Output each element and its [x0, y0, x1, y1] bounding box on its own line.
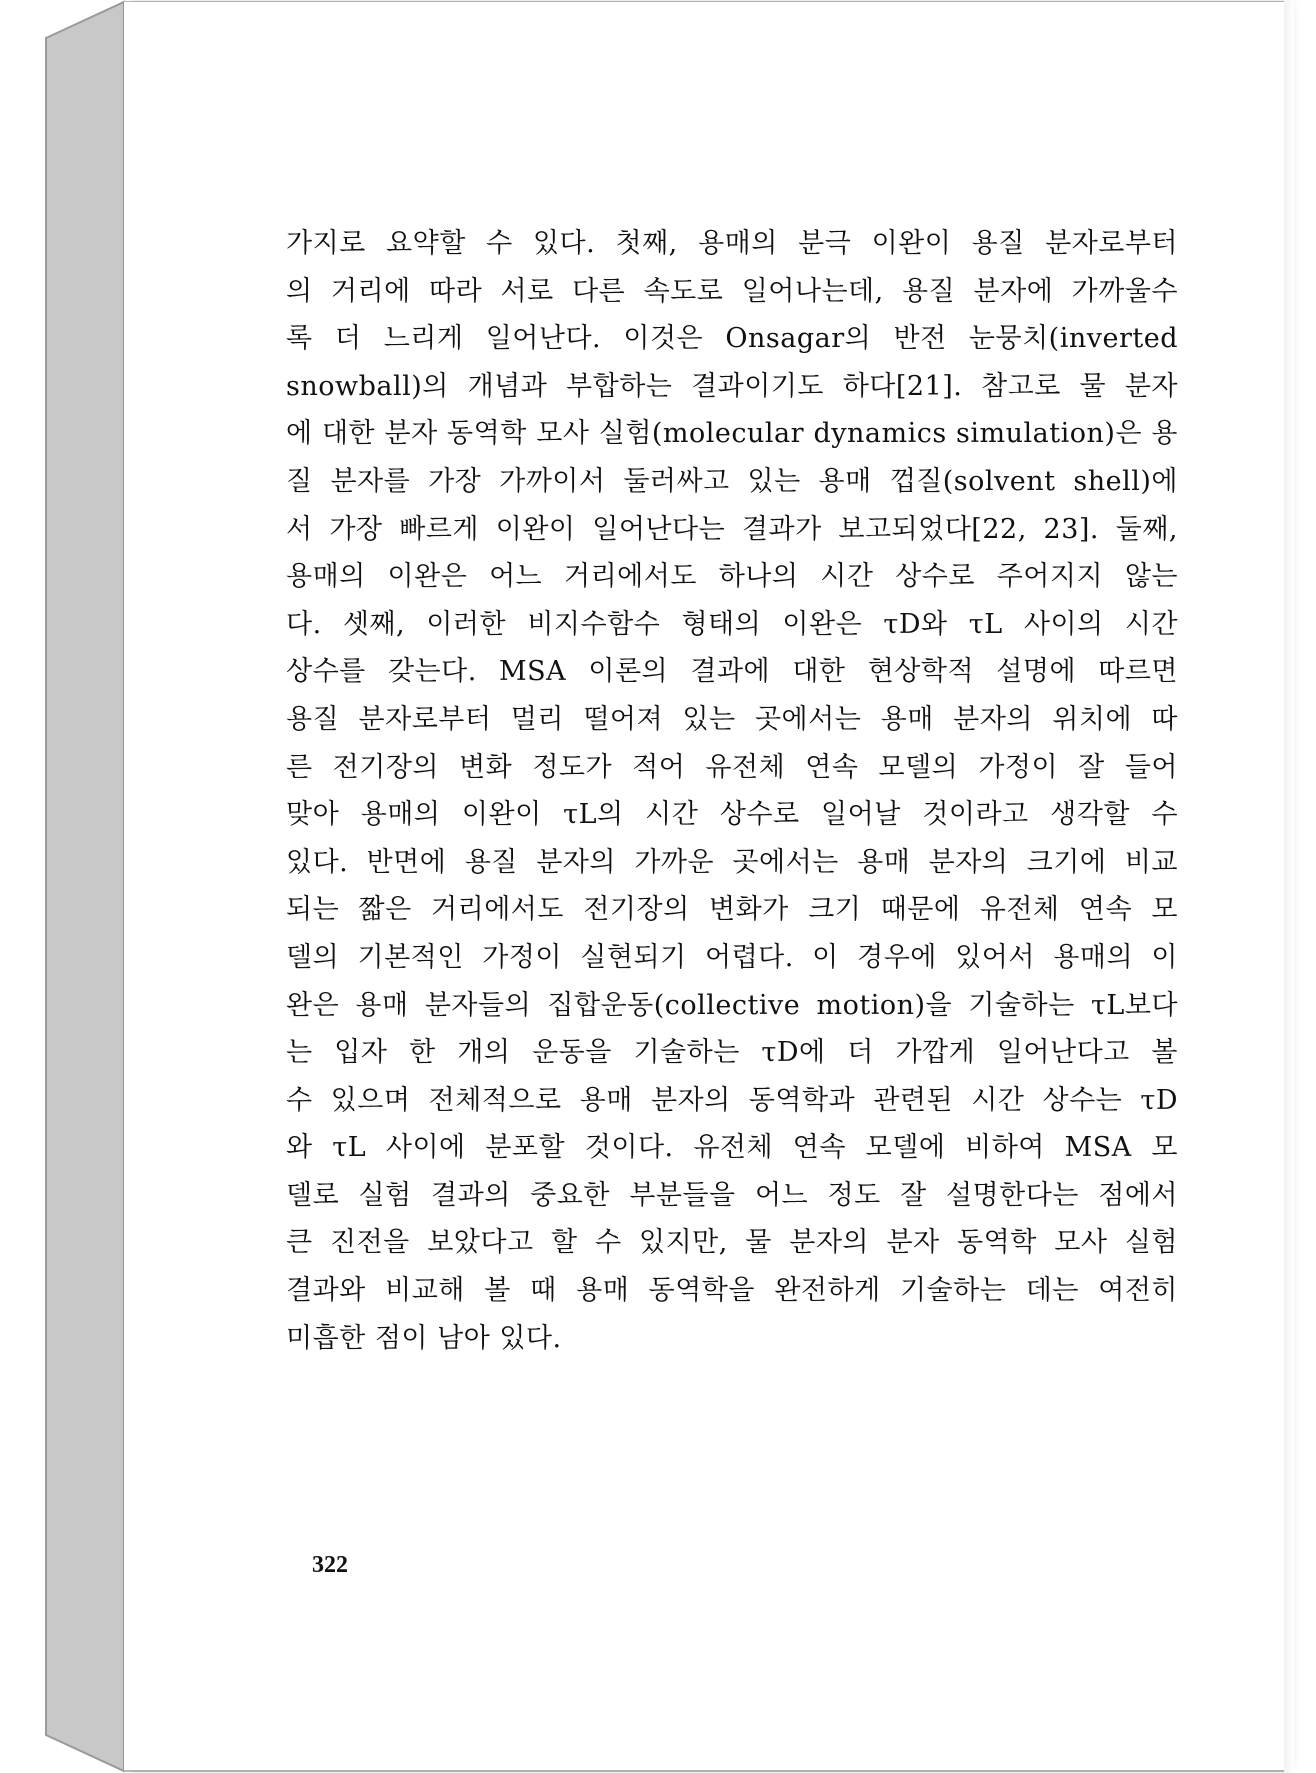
body-text [286, 220, 1178, 1362]
text-line: snowball)의 개념과 부합하는 결과이기도 하다[21]. 참고로 물 분자 [286, 370, 1178, 402]
text-line: 완은 용매 분자들의 집합운동(collective motion)을 기술하는 τL보다 [286, 989, 1178, 1021]
text-line: 다. 셋째, 이러한 비지수함수 형태의 이완은 τD와 τL 사이의 시간 [286, 608, 1178, 640]
text-line: 에 대한 분자 동역학 모사 실험(molecular dynamics simulation)은 용 [286, 418, 1178, 450]
text-line: 있다. 반면에 용질 분자의 가까운 곳에서는 용매 분자의 크기에 비교 [286, 846, 1178, 878]
text-line: 수 있으며 전체적으로 용매 분자의 동역학과 관련된 시간 상수는 τD [286, 1084, 1178, 1116]
text-line: 델로 실험 결과의 중요한 부분들을 어느 정도 잘 설명한다는 점에서 [286, 1179, 1178, 1211]
book-spine-side [46, 2, 124, 1771]
text-line: 른 전기장의 변화 정도가 적어 유전체 연속 모델의 가정이 잘 들어 [286, 751, 1178, 783]
text-line: 용질 분자로부터 멀리 떨어져 있는 곳에서는 용매 분자의 위치에 따 [286, 703, 1178, 735]
page-number: 322 [312, 1552, 348, 1578]
text-line: 가지로 요약할 수 있다. 첫째, 용매의 분극 이완이 용질 분자로부터 [286, 228, 1178, 259]
text-line: 맞아 용매의 이완이 τL의 시간 상수로 일어날 것이라고 생각할 수 [286, 799, 1178, 831]
page-edge-shadow [1284, 0, 1294, 1773]
text-line: 서 가장 빠르게 이완이 일어난다는 결과가 보고되었다[22, 23]. 둘째, [286, 513, 1178, 545]
text-line: 미흡한 점이 남아 있다. [286, 1322, 562, 1354]
text-line: 와 τL 사이에 분포할 것이다. 유전체 연속 모델에 비하여 MSA 모 [286, 1132, 1178, 1164]
text-line: 결과와 비교해 볼 때 용매 동역학을 완전하게 기술하는 데는 여전히 [286, 1275, 1178, 1307]
text-line: 는 입자 한 개의 운동을 기술하는 τD에 더 가깝게 일어난다고 볼 [286, 1037, 1178, 1069]
text-line: 상수를 갖는다. MSA 이론의 결과에 대한 현상학적 설명에 따르면 [286, 656, 1178, 688]
text-line: 용매의 이완은 어느 거리에서도 하나의 시간 상수로 주어지지 않는 [286, 561, 1178, 593]
text-line: 되는 짧은 거리에서도 전기장의 변화가 크기 때문에 유전체 연속 모 [286, 894, 1178, 926]
text-line: 큰 진전을 보았다고 할 수 있지만, 물 분자의 분자 동역학 모사 실험 [286, 1227, 1178, 1259]
text-line: 의 거리에 따라 서로 다른 속도로 일어나는데, 용질 분자에 가까울수 [286, 275, 1178, 307]
text-line: 질 분자를 가장 가까이서 둘러싸고 있는 용매 껍질(solvent shell)에 [286, 465, 1178, 497]
text-line: 델의 기본적인 가정이 실현되기 어렵다. 이 경우에 있어서 용매의 이 [286, 941, 1178, 973]
text-line: 록 더 느리게 일어난다. 이것은 Onsagar의 반전 눈뭉치(inverted [286, 323, 1178, 355]
